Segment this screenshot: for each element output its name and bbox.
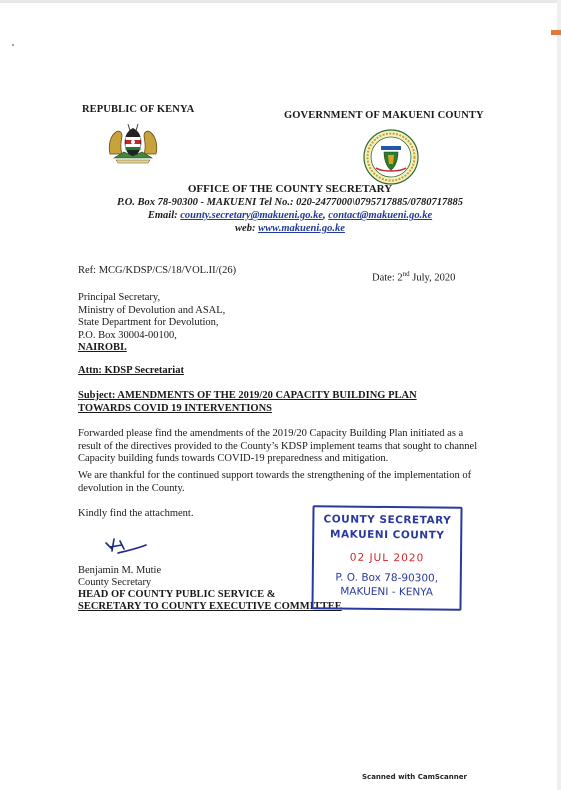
signatory-role-1: HEAD OF COUNTY PUBLIC SERVICE & — [78, 589, 276, 600]
email-line — [60, 210, 520, 221]
official-stamp — [311, 505, 462, 611]
subject-line — [78, 390, 478, 415]
address-line: Ministry of Devolution and ASAL, — [78, 304, 226, 316]
web-line — [60, 223, 520, 234]
postal-and-phone-line: P.O. Box 78-90300 - MAKUENI Tel No.: 020-2477000\0795717885/0780717885 — [117, 197, 463, 208]
makueni-county-seal-icon — [362, 128, 420, 186]
stamp-line-1: COUNTY SECRETARY — [323, 513, 452, 527]
email-label: Email: — [147, 210, 181, 221]
body-paragraph-1: Forwarded please find the amendments of the 2019/20 Capacity Building Plan initiated as a result of the directives provided to the County’s KDSP implement teams that sought to channel Capacity building funds towards COVID-19 preparedness and mitigation. — [78, 428, 478, 464]
scan-edge-top — [0, 0, 561, 3]
email-separator: , — [323, 210, 329, 221]
scan-edge-right — [557, 0, 561, 790]
signatory-title: County Secretary — [78, 577, 152, 588]
address-line: Principal Secretary, — [78, 292, 161, 303]
date-suffix: July, 2020 — [409, 272, 456, 284]
scan-edge-mark — [551, 30, 561, 35]
office-title: OFFICE OF THE COUNTY SECRETARY — [187, 183, 393, 195]
website-link[interactable]: www.makueni.go.ke — [258, 223, 345, 234]
letter-date — [372, 270, 455, 284]
signatory-name: Benjamin M. Mutie — [78, 565, 162, 576]
makueni-county-heading: GOVERNMENT OF MAKUENI COUNTY — [284, 110, 484, 121]
subject-line-2: TOWARDS COVID 19 INTERVENTIONS — [78, 402, 273, 414]
recipient-address — [78, 292, 225, 355]
body-paragraph-3: Kindly find the attachment. — [78, 508, 194, 519]
scan-dust-speck — [12, 44, 14, 46]
scanner-footer-note: Scanned with CamScanner — [362, 773, 467, 781]
handwritten-signature-icon — [100, 535, 150, 557]
republic-of-kenya-heading: REPUBLIC OF KENYA — [82, 104, 195, 115]
stamp-date: 02 JUL 2020 — [349, 551, 425, 565]
kenya-coat-of-arms-icon — [104, 120, 162, 164]
email-link-secretary[interactable]: county.secretary@makueni.go.ke — [180, 210, 324, 221]
date-ordinal: nd — [402, 270, 410, 278]
web-label: web: — [235, 223, 259, 234]
stamp-line-4: MAKUENI - KENYA — [340, 585, 434, 599]
address-line: State Department for Devolution, — [78, 317, 219, 328]
stamp-line-3: P. O. Box 78-90300, — [335, 571, 439, 585]
body-paragraph-2: We are thankful for the continued support towards the strengthening of the implementation of devolution in the County. — [78, 470, 472, 494]
address-line: P.O. Box 30004-00100, — [78, 329, 177, 341]
email-link-contact[interactable]: contact@makueni.go.ke — [328, 210, 433, 221]
date-prefix: Date: 2 — [372, 272, 403, 284]
reference-number: Ref: MCG/KDSP/CS/18/VOL.II/(26) — [78, 265, 237, 276]
signatory-block — [78, 565, 342, 613]
address-city: NAIROBI. — [78, 342, 127, 353]
signatory-role-2: SECRETARY TO COUNTY EXECUTIVE COMMITTEE — [78, 601, 342, 612]
subject-line-1: Subject: AMENDMENTS OF THE 2019/20 CAPACITY BUILDING PLAN — [78, 390, 417, 401]
stamp-line-2: MAKUENI COUNTY — [330, 528, 445, 542]
attention-line: Attn: KDSP Secretariat — [78, 365, 184, 376]
